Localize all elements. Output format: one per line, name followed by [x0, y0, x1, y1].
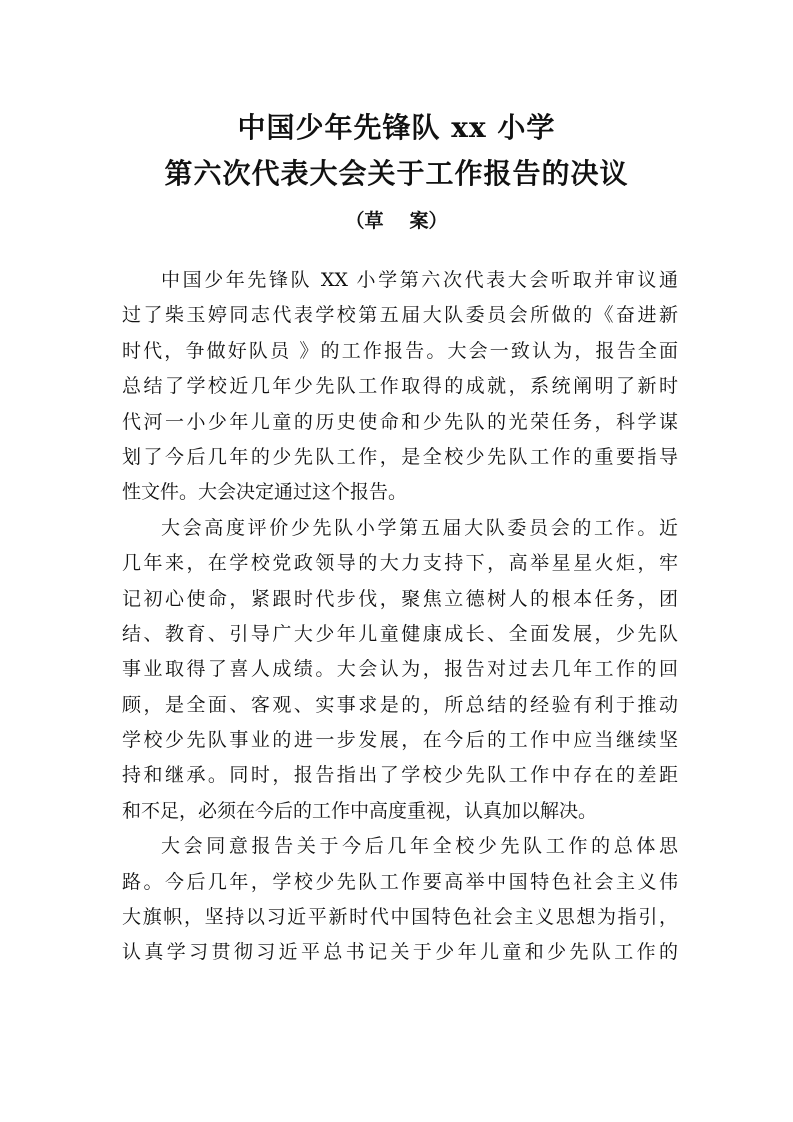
paragraph-2-line: 学校少先队事业的进一步发展，在今后的工作中应当继续坚 — [122, 729, 678, 752]
document-title-line-2: 第六次代表大会关于工作报告的决议 — [164, 157, 629, 190]
paragraph-3-line: 认真学习贯彻习近平总书记关于少年儿童和少先队工作的 — [122, 941, 678, 964]
paragraph-1-line: 中国少年先锋队 XX 小学第六次代表大会听取并审议通 — [161, 269, 678, 291]
paragraph-2-line: 和不足，必须在今后的工作中高度重视，认真加以解决。 — [122, 799, 598, 822]
paragraph-2-line: 顾，是全面、客观、实事求是的，所总结的经验有利于推动 — [122, 693, 678, 716]
paragraph-1-line: 性文件。大会决定通过这个报告。 — [122, 481, 408, 504]
paragraph-2-line: 持和继承。同时，报告指出了学校少先队工作中存在的差距 — [122, 764, 678, 787]
paragraph-1-line: 过了柴玉婷同志代表学校第五届大队委员会所做的《奋进新 — [122, 304, 678, 327]
document-body — [122, 263, 678, 971]
document-title-line-1: 中国少年先锋队 xx 小学 — [237, 111, 556, 144]
paragraph-2-line: 几年来，在学校党政领导的大力支持下，高举星星火炬，牢 — [122, 552, 678, 575]
paragraph-1-line: 代河一小少年儿童的历史使命和少先队的光荣任务，科学谋 — [122, 410, 678, 433]
paragraph-2-line: 结、教育、引导广大少年儿童健康成长、全面发展，少先队 — [122, 622, 678, 645]
draft-label-open: （草 — [345, 210, 384, 232]
draft-label — [0, 206, 793, 233]
paragraph-3-line: 大旗帜，坚持以习近平新时代中国特色社会主义思想为指引， — [122, 906, 678, 929]
paragraph-2-line: 记初心使命，紧跟时代步伐，聚焦立德树人的根本任务，团 — [122, 587, 678, 610]
paragraph-3-line: 大会同意报告关于今后几年全校少先队工作的总体思 — [161, 835, 678, 858]
paragraph-1-line: 时代，争做好队员 》的工作报告。大会一致认为，报告全面 — [122, 339, 678, 362]
paragraph-1-line: 总结了学校近几年少先队工作取得的成就，系统阐明了新时 — [122, 375, 678, 398]
paragraph-2-line: 大会高度评价少先队小学第五届大队委员会的工作。近 — [161, 516, 678, 539]
paragraph-2-line: 事业取得了喜人成绩。大会认为，报告对过去几年工作的回 — [122, 658, 678, 681]
paragraph-1-line: 划了今后几年的少先队工作，是全校少先队工作的重要指导 — [122, 445, 678, 468]
draft-label-close: 案） — [409, 210, 448, 232]
paragraph-3-line: 路。今后几年，学校少先队工作要高举中国特色社会主义伟 — [122, 870, 678, 893]
